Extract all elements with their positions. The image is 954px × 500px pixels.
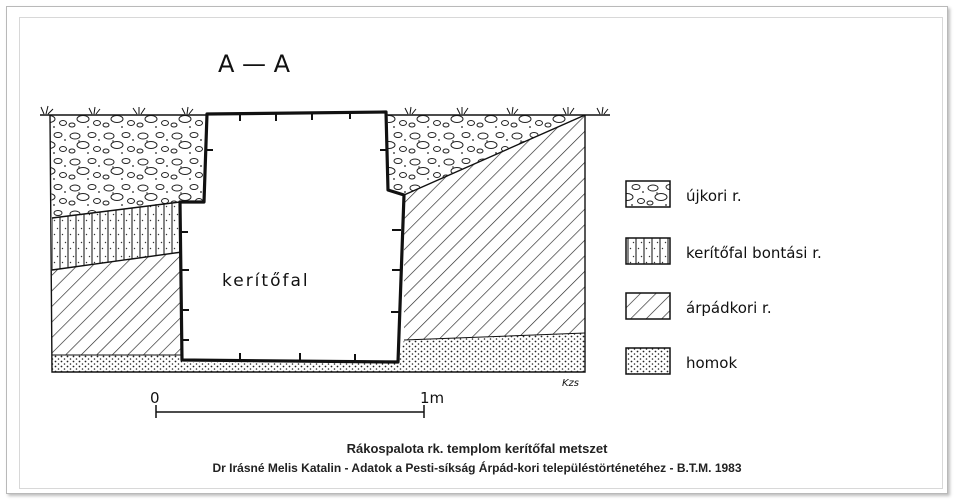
legend-swatch-pebbles	[626, 181, 670, 207]
legend-item-wall-demolition	[626, 238, 822, 264]
legend-item-modern-fill	[626, 181, 742, 207]
scale-start-label: 0	[150, 389, 160, 407]
scale-bar	[150, 389, 444, 418]
section-label: A — A	[218, 50, 291, 78]
legend-label: árpádkori r.	[686, 299, 772, 317]
drafter-signature: Kzs	[562, 378, 580, 389]
legend	[626, 181, 822, 374]
legend-swatch-dots	[626, 348, 670, 374]
caption-title: Rákospalota rk. templom kerítőfal metszet	[346, 441, 608, 456]
legend-label: újkori r.	[686, 187, 742, 205]
caption-source: Dr Irásné Melis Katalin - Adatok a Pesti-síkság Árpád-kori településtörténetéhez - B.T.M. 1983	[212, 461, 742, 475]
legend-label: kerítőfal bontási r.	[686, 244, 822, 262]
scale-end-label: 1m	[420, 389, 445, 407]
legend-swatch-vertical-hatch	[626, 238, 670, 264]
legend-swatch-diagonal-hatch	[626, 293, 670, 319]
wall-label: kerítőfal	[222, 271, 310, 291]
foundation-wall	[180, 112, 404, 362]
legend-item-arpad	[626, 293, 772, 319]
legend-item-sand	[626, 348, 737, 374]
legend-label: homok	[686, 354, 738, 372]
